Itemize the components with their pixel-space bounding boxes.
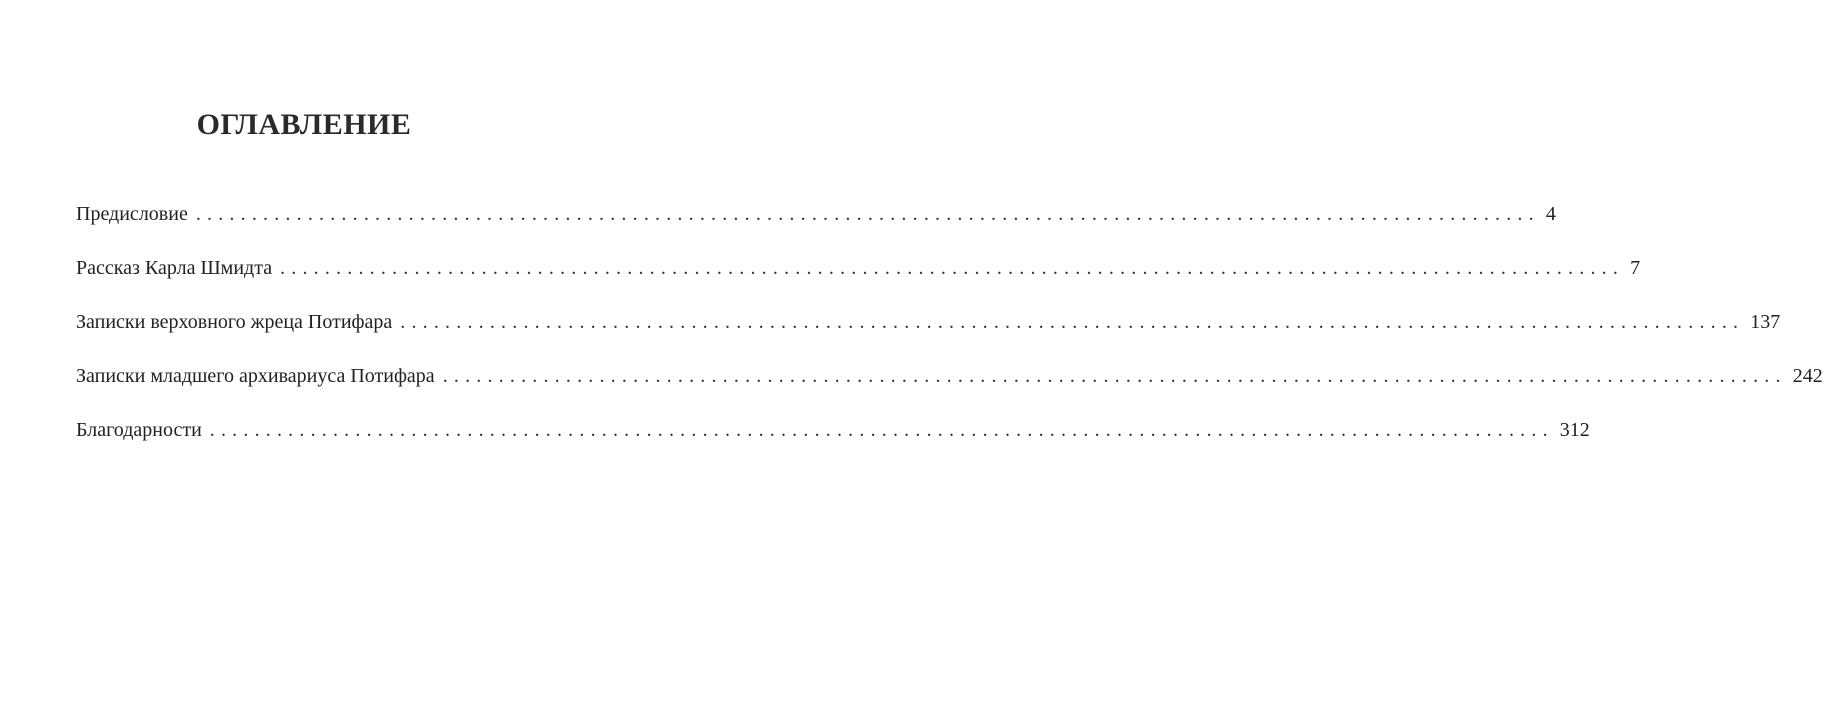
toc-entry-page: 242: [1792, 365, 1823, 387]
toc-dot-leader: ........................................................................................................................: [400, 311, 1745, 333]
toc-dot-leader: ........................................................................................................................: [195, 203, 1540, 225]
toc-entry-high-priest: [76, 305, 1781, 359]
toc-dot-leader: ........................................................................................................................: [280, 257, 1625, 279]
toc-dot-leader: ........................................................................................................................: [442, 365, 1787, 387]
toc-entry-label: Рассказ Карла Шмидта: [76, 257, 273, 279]
toc-entry-page: 4: [1545, 203, 1556, 225]
toc-title: ОГЛАВЛЕНИЕ: [196, 108, 412, 141]
toc-entry-karl-schmidt: [76, 251, 1641, 305]
toc-entry-page: 137: [1750, 311, 1781, 333]
toc-entry-preface: [76, 197, 1556, 251]
toc-entry-junior-archivist: [76, 359, 1823, 413]
toc-entry-page: 7: [1630, 257, 1641, 279]
toc-list: [76, 197, 1823, 467]
toc-entry-page: 312: [1559, 419, 1590, 441]
toc-dot-leader: ........................................................................................................................: [209, 419, 1554, 441]
toc-entry-label: Предисловие: [76, 203, 188, 225]
toc-entry-acknowledgements: [76, 413, 1590, 467]
toc-entry-label: Записки младшего архивариуса Потифара: [76, 365, 435, 387]
toc-entry-label: Записки верховного жреца Потифара: [76, 311, 393, 333]
toc-entry-label: Благодарности: [76, 419, 202, 441]
